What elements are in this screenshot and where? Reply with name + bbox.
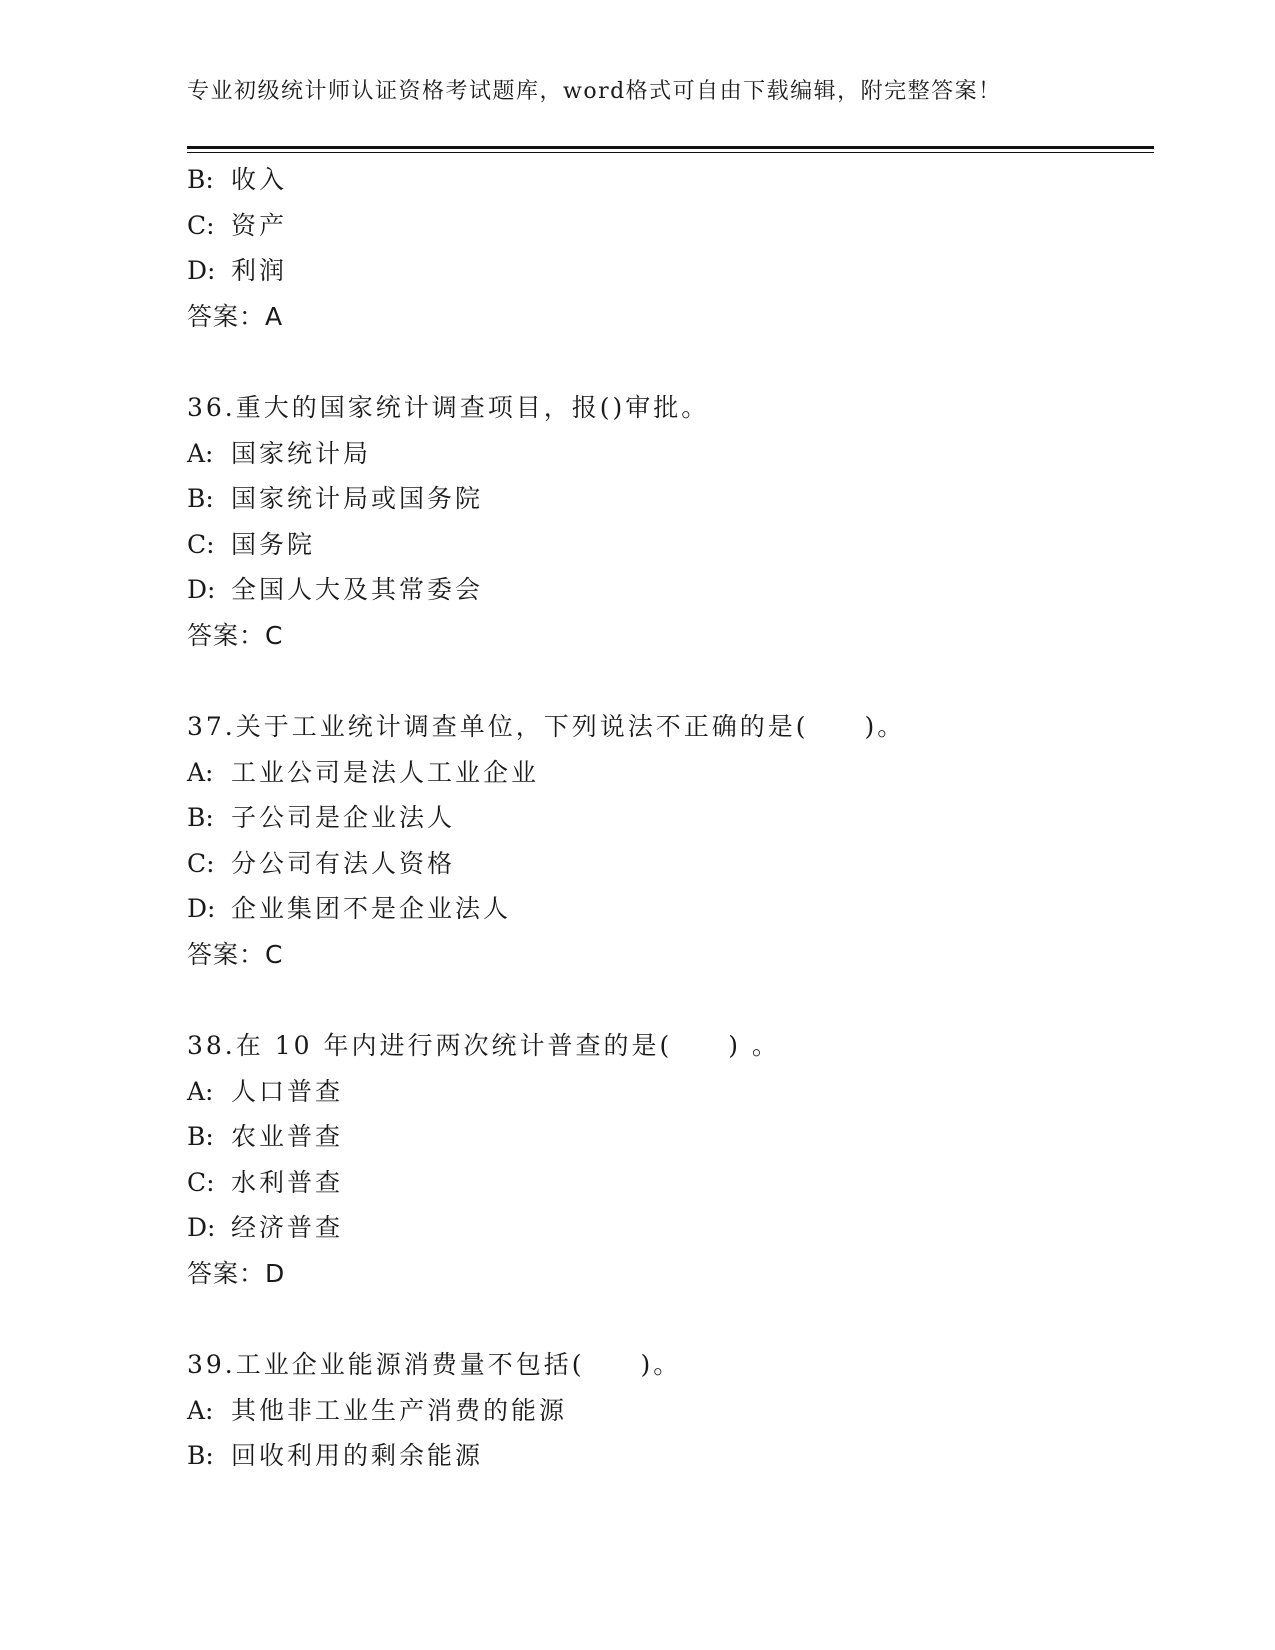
option-letter: C: <box>187 1167 215 1197</box>
answer-line: 答案：D <box>187 1258 286 1288</box>
option-text: 收入 <box>231 165 288 194</box>
option-b <box>187 795 1154 841</box>
option-letter: B: <box>187 165 214 194</box>
question-stem: 37.关于工业统计调查单位，下列说法不正确的是( )。 <box>187 712 906 741</box>
option-text: 国务院 <box>231 529 316 559</box>
question-stem: 38.在 10 年内进行两次统计普查的是( ) 。 <box>187 1031 780 1060</box>
option-a <box>187 431 1154 477</box>
option-text: 全国人大及其常委会 <box>231 575 484 604</box>
header-rule-thin <box>187 152 1154 153</box>
option-text: 工业公司是法人工业企业 <box>231 757 540 787</box>
prev-question-block <box>187 157 1154 339</box>
option-text: 国家统计局或国务院 <box>231 484 484 513</box>
option-letter: B: <box>187 803 214 832</box>
option-d <box>187 248 1154 294</box>
option-b <box>187 1433 1154 1479</box>
option-c <box>187 841 1154 887</box>
option-d <box>187 1205 1154 1251</box>
option-letter: A: <box>187 757 214 787</box>
option-letter: D: <box>187 1213 216 1242</box>
option-a <box>187 750 1154 796</box>
option-text: 企业集团不是企业法人 <box>231 894 512 923</box>
answer-line: 答案：C <box>187 620 284 650</box>
option-a <box>187 1388 1154 1434</box>
header-rule-thick <box>187 146 1154 149</box>
spacer <box>187 658 1154 704</box>
option-text: 资产 <box>231 210 288 240</box>
document-body <box>187 157 1154 1479</box>
spacer <box>187 977 1154 1023</box>
option-letter: B: <box>187 484 214 513</box>
option-letter: B: <box>187 1122 214 1151</box>
answer-line: 答案：C <box>187 939 284 969</box>
option-b <box>187 476 1154 522</box>
option-letter: D: <box>187 575 216 604</box>
option-text: 经济普查 <box>231 1213 344 1242</box>
question-36-block <box>187 385 1154 658</box>
spacer <box>187 339 1154 385</box>
question-stem: 39.工业企业能源消费量不包括( )。 <box>187 1350 682 1379</box>
page-header: 专业初级统计师认证资格考试题库，word格式可自由下载编辑，附完整答案！ <box>187 79 1002 104</box>
option-text: 水利普查 <box>231 1167 344 1197</box>
question-39-block <box>187 1342 1154 1479</box>
option-d <box>187 567 1154 613</box>
spacer <box>187 1296 1154 1342</box>
option-text: 利润 <box>231 256 288 285</box>
option-letter: D: <box>187 256 216 285</box>
option-b <box>187 157 1154 203</box>
question-stem: 36.重大的国家统计调查项目，报()审批。 <box>187 393 710 422</box>
option-letter: D: <box>187 894 216 923</box>
option-c <box>187 203 1154 249</box>
option-text: 分公司有法人资格 <box>231 848 456 878</box>
option-text: 回收利用的剩余能源 <box>231 1441 484 1470</box>
option-text: 人口普查 <box>231 1076 344 1106</box>
option-letter: C: <box>187 210 215 240</box>
option-c <box>187 522 1154 568</box>
option-text: 子公司是企业法人 <box>231 803 456 832</box>
question-37-block <box>187 704 1154 977</box>
option-b <box>187 1114 1154 1160</box>
answer-line: 答案：A <box>187 301 284 331</box>
option-text: 农业普查 <box>231 1122 344 1151</box>
option-text: 其他非工业生产消费的能源 <box>231 1395 568 1425</box>
option-letter: A: <box>187 1395 214 1425</box>
option-letter: C: <box>187 529 215 559</box>
option-a <box>187 1069 1154 1115</box>
option-letter: A: <box>187 1076 214 1106</box>
option-text: 国家统计局 <box>231 438 372 468</box>
option-letter: C: <box>187 848 215 878</box>
option-letter: A: <box>187 438 214 468</box>
option-d <box>187 886 1154 932</box>
option-c <box>187 1160 1154 1206</box>
option-letter: B: <box>187 1441 214 1470</box>
question-38-block <box>187 1023 1154 1296</box>
